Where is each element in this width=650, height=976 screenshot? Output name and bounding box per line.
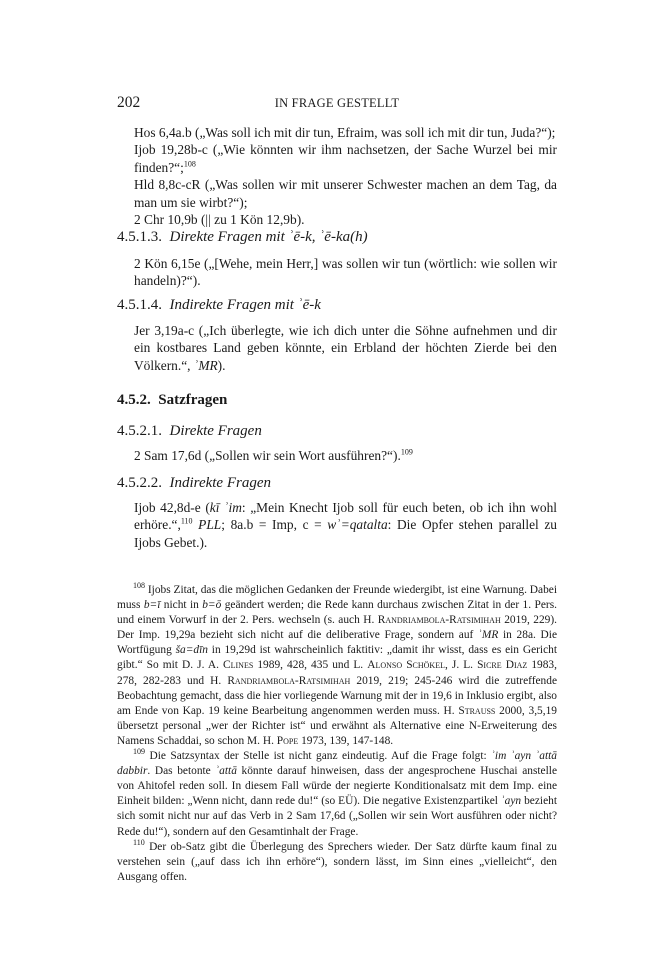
section-heading-4522: 4.5.2.2. Indirekte Fragen	[117, 475, 271, 491]
footnote-ref: 108	[183, 159, 196, 169]
example-line: Hld 8,8c-cR („Was sollen wir mit unserer Schwester machen an dem Tag, da man um sie wirbt?“);	[134, 177, 557, 210]
section-heading-4514: 4.5.1.4. Indirekte Fragen mit ʾē-k	[117, 297, 321, 313]
section-heading-4521: 4.5.2.1. Direkte Fragen	[117, 423, 262, 439]
footnote-110: $^{110}$ Der ob-Satz gibt die Überlegung des Sprechers wieder. Der Satz dürfte kaum final zu verstehen sein („auf dass ich ihn erhöre“), sondern lässt, im Sinn eines „vielleicht“, den Ausgang offen.	[117, 837, 557, 883]
footnote-number: 110	[133, 837, 145, 847]
example-line: Hos 6,4a.b („Was soll ich mit dir tun, Efraim, was soll ich mit dir tun, Juda?“);	[134, 125, 556, 140]
footnote-number: 108	[133, 581, 145, 591]
footnote-ref: 110	[180, 516, 193, 526]
running-header	[117, 94, 557, 112]
section-text-4513: 2 Kön 6,15e („[Wehe, mein Herr,] was sollen wir tun (wörtlich: wie sollen wir handeln)?“).	[134, 256, 557, 289]
section-heading-4513: 4.5.1.3. Direkte Fragen mit ʾē-k, ʾē-ka(h)	[117, 229, 368, 245]
example-line: Ijob 19,28b-c („Wie könnten wir ihm nachsetzen, der Sache Wurzel bei mir finden?“;$^{108}$	[134, 142, 557, 175]
footnote-ref: 109	[400, 447, 413, 457]
example-list	[134, 124, 557, 228]
footnote-number: 109	[133, 747, 145, 757]
section-heading-452: 4.5.2. Satzfragen	[117, 392, 228, 408]
section-text-4522: Ijob 42,8d-e (kī ʾim: „Mein Knecht Ijob soll für euch beten, ob ich ihn wohl erhöre.“,$^{110}$ PLL; 8a.b = Imp, c = wʾ=qatalta: Die Opfer stehen parallel zu Ijobs Gebet.).	[134, 500, 558, 550]
footnotes	[117, 583, 557, 885]
section-text-4514: Jer 3,19a-c („Ich überlegte, wie ich dich unter die Söhne aufnehmen und dir ein kostbares Land geben könnte, ein Erbland der höchten Zierde bei den Völkern.“, ʾMR).	[134, 323, 557, 373]
example-line: 2 Chr 10,9b (|| zu 1 Kön 12,9b).	[134, 212, 305, 228]
section-text-4521: 2 Sam 17,6d („Sollen wir sein Wort ausführen?“).$^{109}$	[134, 447, 413, 463]
running-title: IN FRAGE GESTELLT	[274, 96, 400, 110]
footnote-109: $^{109}$ Die Satzsyntax der Stelle ist nicht ganz eindeutig. Auf die Frage folgt: ʾim ʾayn ʾattā dabbir. Das betonte ʾattā könnte darauf hinweisen, dass der angesprochene Huschai anstelle von Ahitofel reden soll. In diesem Fall würde der negierte Konditionalsatz mit dem Imp. eine Einheit bilden: „Wenn nicht, dann rede du!“ (so EÜ). Die negative Existenzpartikel ʾayn bezieht sich somit nicht nur auf das Verb in 2 Sam 17,6d („Sollen wir sein Wort ausführen oder nicht? Rede du!“), sondern auf den Gesamtinhalt der Frage.	[117, 747, 557, 838]
page-number: 202	[117, 94, 141, 111]
footnote-108: $^{108}$ Ijobs Zitat, das die möglichen Gedanken der Freunde wiedergibt, ist eine Warnung. Dabei muss b=ī nicht in b=ō geändert werden; die Rede kann durchaus zwischen Zitat in der 1. Pers. und einem Vorwurf in der 2. Pers. wechseln (s. auch H. Randriambola-Ratsimihah 2019, 229). Der Imp. 19,29a bezieht sich nicht auf die deliberative Frage, sondern auf ʾMR in 28a. Die Wortfügung ša=dīn in 19,29d ist wahrscheinlich faktitiv: „damit ihr wisst, dass es ein Gericht gibt.“ So mit D. J. A. Clines 1989, 428, 435 und L. Alonso Schökel, J. L. Sicre Diaz 1983, 278, 282-283 und H. Randriambola-Ratsimihah 2019, 219; 245-246 wird die zutreffende Beobachtung gemacht, dass die hier vorliegende Warnung mit der in 19,6 in Inklusio ergibt, also am Ende von Kap. 19 keine Bearbeitung angenommen werden muss. H. Strauss 2000, 3,5,19 übersetzt personal „wer der Richter ist“ und erwähnt als Alternative eine N-Erweiterung des Namens Schaddai, so schon M. H. Pope 1973, 139, 147-148.	[117, 581, 558, 747]
